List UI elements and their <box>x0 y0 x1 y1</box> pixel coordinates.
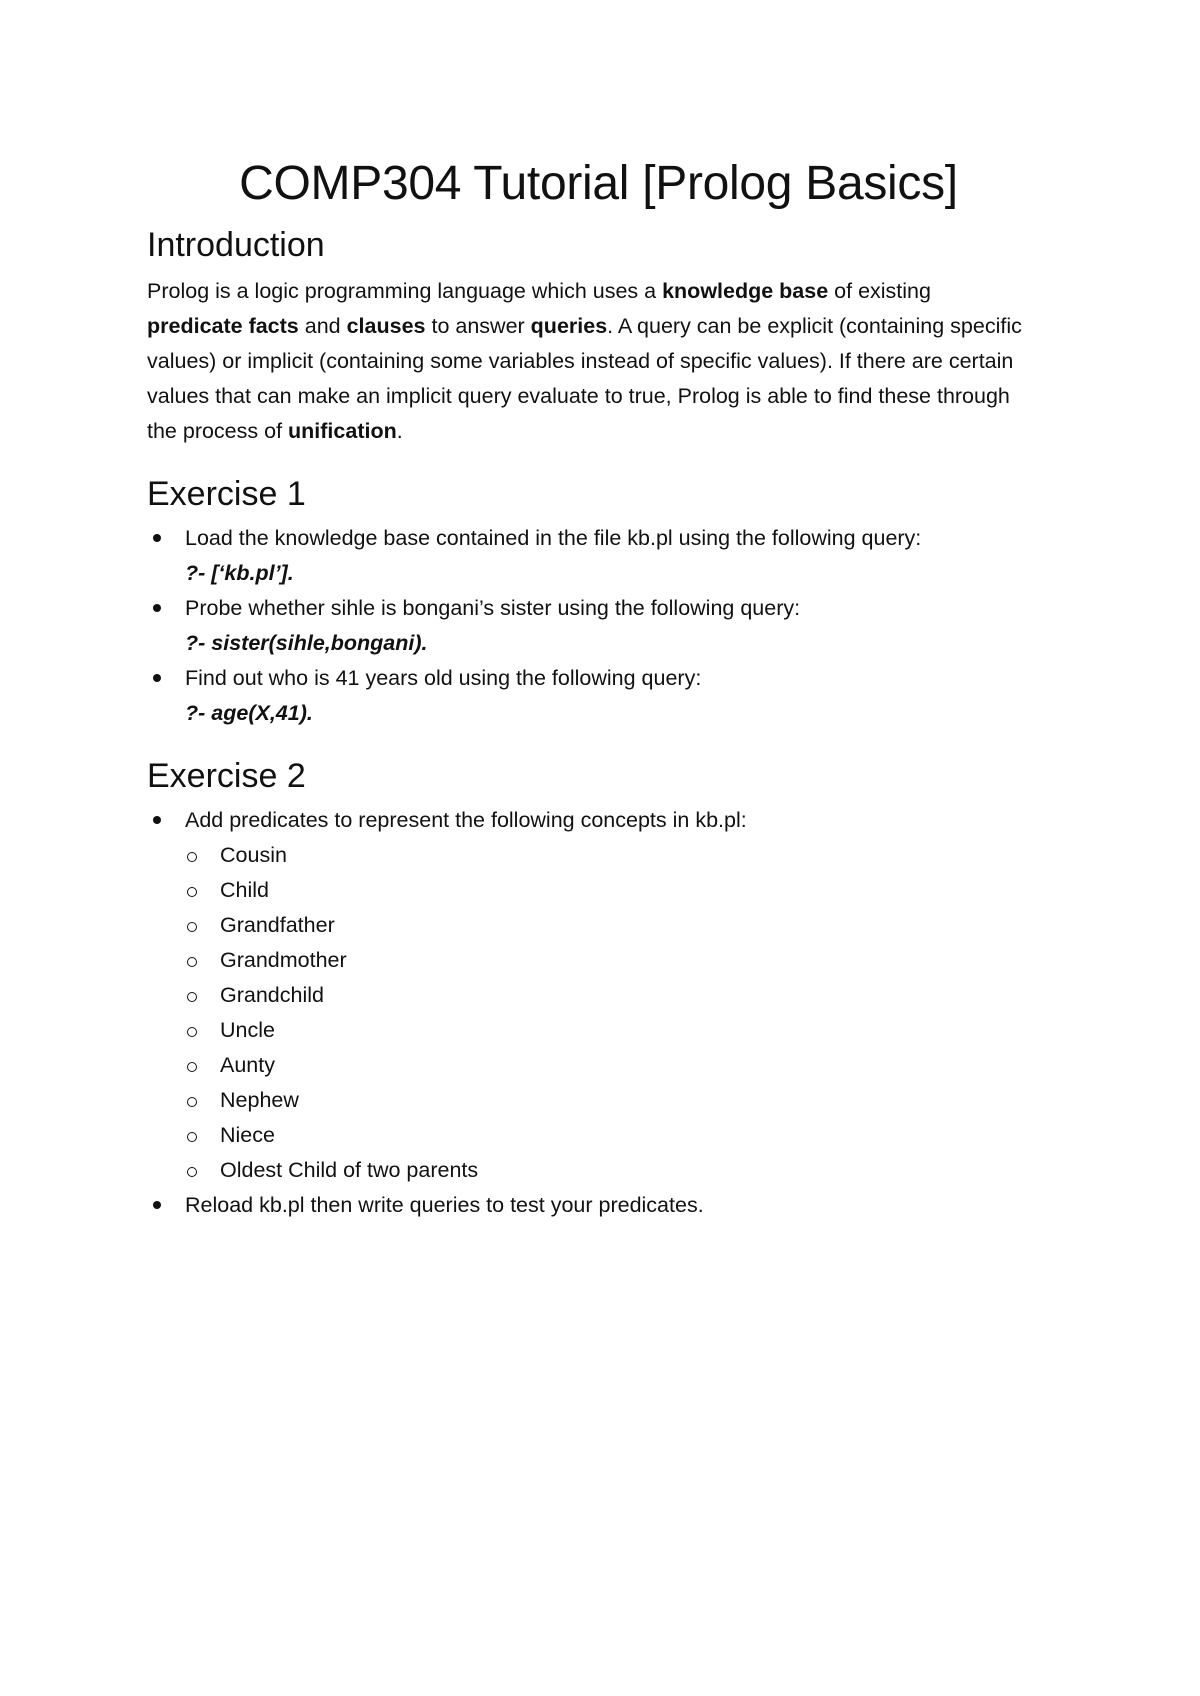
bullet-icon <box>153 534 161 542</box>
list-item <box>147 1188 1030 1223</box>
concept-label: Cousin <box>220 843 287 867</box>
circle-bullet-icon <box>187 957 197 967</box>
exercise-2-heading: Exercise 2 <box>147 757 306 795</box>
concept-label: Nephew <box>220 1088 299 1112</box>
circle-bullet-icon <box>187 922 197 932</box>
exercise-1-list <box>147 521 1030 731</box>
intro-bold-term: knowledge base <box>662 279 829 303</box>
intro-segment: Prolog is a logic programming language which uses a <box>147 279 663 303</box>
concept-label: Niece <box>220 1123 275 1147</box>
concept-item <box>147 873 1030 908</box>
document-title: COMP304 Tutorial [Prolog Basics] <box>239 157 958 210</box>
intro-segment: of existing <box>828 279 931 303</box>
concept-label: Uncle <box>220 1018 275 1042</box>
circle-bullet-icon <box>187 992 197 1002</box>
introduction-heading: Introduction <box>147 226 325 264</box>
prolog-query: ?- [‘kb.pl’]. <box>185 561 294 585</box>
circle-bullet-icon <box>187 1132 197 1142</box>
exercise-2-list <box>147 803 1030 1223</box>
intro-segment: . A query can be explicit (containing specific values) or implicit (containing some variables instead of specific values). If there are certain values that can make an implicit query evaluate to true, Prolog is able to find these through the process of <box>147 314 1022 443</box>
concept-label: Grandchild <box>220 983 324 1007</box>
intro-bold-term: clauses <box>346 314 426 338</box>
bullet-icon <box>153 674 161 682</box>
bullet-icon <box>153 1201 161 1209</box>
circle-bullet-icon <box>187 1097 197 1107</box>
intro-segment: . <box>396 419 403 443</box>
concept-item <box>147 978 1030 1013</box>
concept-item <box>147 838 1030 873</box>
concept-label: Aunty <box>220 1053 275 1077</box>
concept-item <box>147 1048 1030 1083</box>
concept-list <box>147 838 1030 1188</box>
prolog-query: ?- sister(sihle,bongani). <box>185 631 428 655</box>
concept-item <box>147 1153 1030 1188</box>
list-item <box>147 803 1030 838</box>
concept-label: Grandfather <box>220 913 335 937</box>
exercise-1-item-text: Find out who is 41 years old using the following query: <box>185 666 702 690</box>
exercise-2-final-text: Reload kb.pl then write queries to test your predicates. <box>185 1193 704 1217</box>
concept-list-container <box>147 838 1030 1188</box>
concept-label: Grandmother <box>220 948 347 972</box>
intro-bold-term: unification <box>288 419 397 443</box>
prolog-query: ?- age(X,41). <box>185 701 313 725</box>
intro-segment: and <box>298 314 347 338</box>
concept-item <box>147 1118 1030 1153</box>
intro-segment: to answer <box>425 314 531 338</box>
exercise-2-intro-text: Add predicates to represent the following concepts in kb.pl: <box>185 808 747 832</box>
concept-item <box>147 943 1030 978</box>
circle-bullet-icon <box>187 1167 197 1177</box>
concept-item <box>147 908 1030 943</box>
bullet-icon <box>153 816 161 824</box>
bullet-icon <box>153 604 161 612</box>
concept-item <box>147 1083 1030 1118</box>
intro-bold-term: queries <box>530 314 608 338</box>
concept-label: Oldest Child of two parents <box>220 1158 479 1182</box>
concept-label: Child <box>220 878 269 902</box>
introduction-paragraph <box>147 274 1030 449</box>
circle-bullet-icon <box>187 1062 197 1072</box>
list-item <box>147 591 1030 661</box>
exercise-1-item-text: Probe whether sihle is bongani’s sister using the following query: <box>185 596 801 620</box>
circle-bullet-icon <box>187 852 197 862</box>
circle-bullet-icon <box>187 887 197 897</box>
concept-item <box>147 1013 1030 1048</box>
list-item <box>147 661 1030 731</box>
list-item <box>147 521 1030 591</box>
intro-bold-term: predicate facts <box>147 314 299 338</box>
circle-bullet-icon <box>187 1027 197 1037</box>
exercise-1-heading: Exercise 1 <box>147 475 306 513</box>
exercise-1-item-text: Load the knowledge base contained in the file kb.pl using the following query: <box>185 526 922 550</box>
